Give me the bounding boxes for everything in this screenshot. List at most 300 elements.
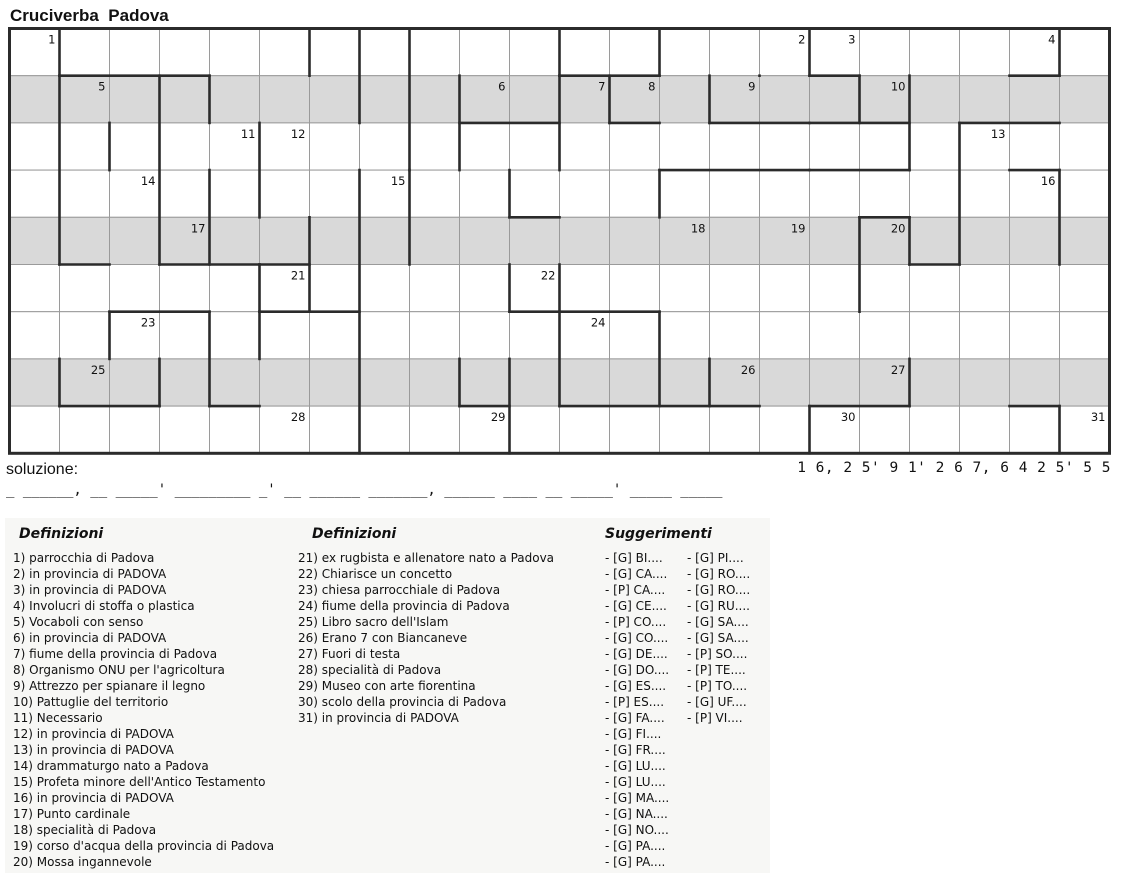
grid-cell[interactable]	[160, 265, 210, 312]
grid-cell[interactable]	[810, 170, 860, 217]
clue-number: 17	[190, 221, 206, 236]
suggestion-item: - [G] LU....	[605, 759, 666, 773]
grid-cell[interactable]	[810, 312, 860, 359]
grid-cell[interactable]	[460, 217, 510, 264]
definition-item	[13, 694, 274, 710]
grid-cell[interactable]	[310, 29, 360, 76]
grid-cell[interactable]	[660, 312, 710, 359]
grid-cell[interactable]	[610, 359, 660, 406]
grid-cell[interactable]	[160, 76, 210, 123]
suggestions-heading: Suggerimenti	[605, 526, 712, 542]
grid-cell[interactable]	[610, 217, 660, 264]
grid-cell[interactable]	[110, 265, 160, 312]
grid-cell[interactable]	[360, 406, 410, 453]
grid-cell[interactable]	[510, 29, 560, 76]
definition-item	[13, 822, 274, 838]
definition-text: in provincia di PADOVA	[29, 567, 167, 581]
grid-cell[interactable]	[1010, 312, 1060, 359]
grid-cell[interactable]	[310, 217, 360, 264]
grid-cell[interactable]	[860, 265, 910, 312]
grid-cell[interactable]	[10, 123, 60, 170]
grid-cell[interactable]	[860, 123, 910, 170]
clue-number: 15	[390, 174, 406, 189]
grid-cell[interactable]	[310, 312, 360, 359]
grid-cell[interactable]	[10, 359, 60, 406]
grid-cell[interactable]	[10, 406, 60, 453]
grid-cell[interactable]	[710, 406, 760, 453]
grid-cell[interactable]	[110, 123, 160, 170]
suggestion-item: - [G] RO....	[687, 567, 751, 581]
grid-cell[interactable]	[1060, 29, 1110, 76]
grid-cell[interactable]	[910, 406, 960, 453]
grid-cell[interactable]	[1010, 406, 1060, 453]
grid-cell[interactable]	[560, 217, 610, 264]
definition-item	[298, 662, 554, 678]
solution-blanks[interactable]: _ ______, __ _____' _________ _' __ ______ _______, ______ ____ __ _____' _____ _____	[6, 482, 723, 498]
grid-cell[interactable]	[360, 123, 410, 170]
definition-item	[13, 710, 274, 726]
definition-item	[298, 598, 554, 614]
definition-number: 24)	[298, 599, 318, 613]
suggestion-item: - [G] CE....	[605, 599, 667, 613]
definition-number: 9)	[13, 679, 26, 693]
clue-number: 5	[98, 79, 106, 94]
definition-number: 11)	[13, 711, 33, 725]
definition-text: in provincia di PADOVA	[321, 711, 459, 725]
grid-cell[interactable]	[760, 265, 810, 312]
grid-cell[interactable]	[810, 217, 860, 264]
definition-number: 17)	[13, 807, 33, 821]
suggestion-item: - [G] SA....	[687, 615, 749, 629]
grid-cell[interactable]	[1060, 312, 1110, 359]
suggestions-list-b	[687, 550, 750, 726]
suggestion-item: - [G] BI....	[605, 551, 663, 565]
suggestion-item: - [G] PA....	[605, 855, 666, 869]
grid-cell[interactable]	[810, 359, 860, 406]
grid-cell[interactable]	[210, 406, 260, 453]
definition-text: Vocaboli con senso	[29, 615, 144, 629]
grid-cell[interactable]	[610, 265, 660, 312]
definition-text: in provincia di PADOVA	[29, 631, 167, 645]
definition-item	[13, 678, 274, 694]
grid-cell[interactable]	[160, 29, 210, 76]
grid-cell[interactable]	[1060, 123, 1110, 170]
grid-cell[interactable]	[910, 76, 960, 123]
grid-cell[interactable]	[710, 265, 760, 312]
clue-number: 26	[740, 362, 756, 377]
grid-cell[interactable]	[960, 406, 1010, 453]
grid-cell[interactable]	[910, 359, 960, 406]
clue-number: 9	[748, 79, 756, 94]
grid-cell[interactable]	[560, 406, 610, 453]
grid-cell[interactable]	[410, 406, 460, 453]
grid-cell[interactable]	[860, 406, 910, 453]
definition-text: Attrezzo per spianare il legno	[29, 679, 206, 693]
crossword-grid[interactable]	[8, 27, 1114, 457]
grid-cell[interactable]	[810, 123, 860, 170]
suggestion-item: - [G] CA....	[605, 567, 668, 581]
definition-item	[13, 614, 274, 630]
grid-cell[interactable]	[910, 312, 960, 359]
suggestion-item: - [P] ES....	[605, 695, 665, 709]
grid-cell[interactable]	[110, 76, 160, 123]
grid-cell[interactable]	[510, 406, 560, 453]
definition-item	[13, 550, 274, 566]
definition-text: Erano 7 con Biancaneve	[321, 631, 468, 645]
grid-cell[interactable]	[10, 76, 60, 123]
definition-number: 25)	[298, 615, 318, 629]
grid-cell[interactable]	[510, 76, 560, 123]
grid-cell[interactable]	[960, 312, 1010, 359]
suggestion-item: - [G] NO....	[605, 823, 669, 837]
definition-text: in provincia di PADOVA	[29, 583, 167, 597]
grid-cell[interactable]	[260, 312, 310, 359]
clue-number: 8	[648, 79, 656, 94]
definition-text: in provincia di PADOVA	[36, 727, 174, 741]
grid-cell[interactable]	[60, 29, 110, 76]
definition-text: chiesa parrocchiale di Padova	[321, 583, 501, 597]
suggestion-item: - [P] VI....	[687, 711, 743, 725]
grid-cell[interactable]	[560, 123, 610, 170]
definition-number: 2)	[13, 567, 26, 581]
grid-cell[interactable]	[660, 359, 710, 406]
definition-item	[298, 550, 554, 566]
grid-cell[interactable]	[560, 265, 610, 312]
definition-number: 10)	[13, 695, 33, 709]
clue-number: 14	[140, 174, 156, 189]
grid-cell[interactable]	[810, 265, 860, 312]
clue-number: 3	[848, 32, 856, 47]
grid-cell[interactable]	[160, 359, 210, 406]
grid-cell[interactable]	[60, 170, 110, 217]
definition-text: ex rugbista e allenatore nato a Padova	[321, 551, 555, 565]
definition-number: 31)	[298, 711, 318, 725]
grid-cell[interactable]	[210, 359, 260, 406]
grid-cell[interactable]	[160, 170, 210, 217]
grid-cell[interactable]	[960, 29, 1010, 76]
grid-cell[interactable]	[510, 359, 560, 406]
definitions-list-left	[13, 550, 274, 870]
grid-cell[interactable]	[910, 29, 960, 76]
definition-number: 19)	[13, 839, 33, 853]
definition-text: in provincia di PADOVA	[36, 743, 174, 757]
grid-cell[interactable]	[410, 76, 460, 123]
grid-cell[interactable]	[260, 359, 310, 406]
definition-item	[13, 566, 274, 582]
grid-cell[interactable]	[10, 217, 60, 264]
suggestion-item: - [G] ES....	[605, 679, 667, 693]
grid-cell[interactable]	[310, 406, 360, 453]
grid-cell[interactable]	[310, 76, 360, 123]
definition-item	[13, 630, 274, 646]
grid-cell[interactable]	[510, 312, 560, 359]
grid-cell[interactable]	[510, 123, 560, 170]
grid-cell[interactable]	[560, 359, 610, 406]
grid-cell[interactable]	[610, 29, 660, 76]
grid-cell[interactable]	[210, 29, 260, 76]
suggestion-item: - [P] SO....	[687, 647, 748, 661]
grid-cell[interactable]	[710, 29, 760, 76]
solution-label: soluzione:	[6, 461, 79, 478]
suggestion-item: - [G] FA....	[605, 711, 665, 725]
grid-cell[interactable]	[410, 170, 460, 217]
definition-number: 7)	[13, 647, 26, 661]
grid-cell[interactable]	[410, 217, 460, 264]
grid-cell[interactable]	[1060, 170, 1110, 217]
grid-cell[interactable]	[360, 76, 410, 123]
grid-cell[interactable]	[660, 123, 710, 170]
grid-cell[interactable]	[910, 265, 960, 312]
grid-cell[interactable]	[960, 265, 1010, 312]
grid-cell[interactable]	[260, 217, 310, 264]
grid-cell[interactable]	[1060, 217, 1110, 264]
grid-cell[interactable]	[760, 123, 810, 170]
suggestion-item: - [P] CO....	[605, 615, 667, 629]
definition-text: fiume della provincia di Padova	[29, 647, 218, 661]
grid-cell[interactable]	[660, 170, 710, 217]
grid-cell[interactable]	[610, 123, 660, 170]
definition-item	[13, 742, 274, 758]
definition-text: drammaturgo nato a Padova	[36, 759, 209, 773]
definition-item	[13, 790, 274, 806]
definition-item	[13, 854, 274, 870]
grid-cell[interactable]	[560, 29, 610, 76]
puzzle-title	[10, 6, 169, 26]
grid-cell[interactable]	[310, 123, 360, 170]
solution-key: 1 6, 2 5' 9 1' 2 6 7, 6 4 2 5' 5 5	[797, 460, 1111, 476]
grid-cell[interactable]	[910, 170, 960, 217]
grid-cell[interactable]	[260, 170, 310, 217]
clue-number: 31	[1090, 410, 1106, 425]
grid-cell[interactable]	[360, 29, 410, 76]
grid-cell[interactable]	[960, 76, 1010, 123]
grid-cell[interactable]	[210, 265, 260, 312]
grid-cell[interactable]	[910, 123, 960, 170]
suggestions-list-a	[605, 550, 669, 870]
clue-number: 16	[1040, 174, 1056, 189]
clue-number: 12	[290, 126, 306, 141]
suggestion-item: - [G] SA....	[687, 631, 749, 645]
suggestion-item: - [G] DE....	[605, 647, 668, 661]
grid-cell[interactable]	[360, 265, 410, 312]
grid-cell[interactable]	[660, 265, 710, 312]
definition-number: 1)	[13, 551, 26, 565]
clue-number: 10	[890, 79, 906, 94]
definition-number: 23)	[298, 583, 318, 597]
definition-item	[13, 758, 274, 774]
definition-text: Libro sacro dell'Islam	[321, 615, 449, 629]
grid-cell[interactable]	[960, 217, 1010, 264]
definition-text: in provincia di PADOVA	[36, 791, 174, 805]
grid-cell[interactable]	[660, 76, 710, 123]
suggestion-item: - [G] PA....	[605, 839, 666, 853]
suggestion-item: - [P] TO....	[687, 679, 748, 693]
grid-cell[interactable]	[110, 406, 160, 453]
definition-number: 5)	[13, 615, 26, 629]
grid-cell[interactable]	[310, 359, 360, 406]
clue-number: 24	[590, 315, 606, 330]
definition-text: Profeta minore dell'Antico Testamento	[36, 775, 266, 789]
definition-item	[298, 694, 554, 710]
suggestion-item: - [G] FR....	[605, 743, 666, 757]
grid-cell[interactable]	[760, 76, 810, 123]
definitions-heading: Definizioni	[312, 526, 397, 542]
grid-cell[interactable]	[410, 359, 460, 406]
grid-cell[interactable]	[310, 265, 360, 312]
definition-item	[298, 710, 554, 726]
definition-number: 12)	[13, 727, 33, 741]
grid-cell[interactable]	[60, 217, 110, 264]
grid-cell[interactable]	[710, 312, 760, 359]
grid-cell[interactable]	[1060, 359, 1110, 406]
definition-text: fiume della provincia di Padova	[321, 599, 510, 613]
definition-number: 30)	[298, 695, 318, 709]
grid-cell[interactable]	[360, 217, 410, 264]
grid-cell[interactable]	[460, 359, 510, 406]
grid-cell[interactable]	[710, 217, 760, 264]
definition-number: 14)	[13, 759, 33, 773]
grid-cell[interactable]	[110, 29, 160, 76]
suggestion-item: - [G] NA....	[605, 807, 668, 821]
grid-cell[interactable]	[560, 170, 610, 217]
grid-cell[interactable]	[510, 217, 560, 264]
grid-cell[interactable]	[460, 265, 510, 312]
grid-cell[interactable]	[210, 312, 260, 359]
suggestion-item: - [G] CO....	[605, 631, 669, 645]
title-city: Padova	[108, 6, 169, 25]
grid-cell[interactable]	[410, 265, 460, 312]
grid-cell[interactable]	[160, 123, 210, 170]
grid-cell[interactable]	[360, 312, 410, 359]
grid-cell[interactable]	[60, 312, 110, 359]
grid-cell[interactable]	[760, 312, 810, 359]
definition-text: Fuori di testa	[321, 647, 401, 661]
clue-number: 2	[798, 32, 806, 47]
definition-text: Mossa ingannevole	[36, 855, 152, 869]
grid-cell[interactable]	[610, 312, 660, 359]
definition-text: Pattuglie del territorio	[36, 695, 169, 709]
grid-cell[interactable]	[460, 29, 510, 76]
grid-cell[interactable]	[10, 312, 60, 359]
grid-cell[interactable]	[1010, 359, 1060, 406]
definition-number: 13)	[13, 743, 33, 757]
grid-cell[interactable]	[210, 217, 260, 264]
grid-cell[interactable]	[110, 359, 160, 406]
definition-text: Chiarisce un concetto	[321, 567, 453, 581]
suggestion-item: - [P] CA....	[605, 583, 666, 597]
definition-item	[298, 646, 554, 662]
grid-cell[interactable]	[860, 312, 910, 359]
definition-number: 8)	[13, 663, 26, 677]
definition-text: parrocchia di Padova	[29, 551, 155, 565]
grid-cell[interactable]	[910, 217, 960, 264]
grid-cell[interactable]	[260, 29, 310, 76]
grid-cell[interactable]	[160, 312, 210, 359]
grid-cell[interactable]	[660, 29, 710, 76]
definition-item	[13, 582, 274, 598]
grid-cell[interactable]	[860, 170, 910, 217]
definition-item	[13, 662, 274, 678]
grid-cell[interactable]	[1010, 76, 1060, 123]
grid-cell[interactable]	[1010, 265, 1060, 312]
grid-cell[interactable]	[210, 170, 260, 217]
clue-number: 27	[890, 362, 906, 377]
definition-number: 29)	[298, 679, 318, 693]
grid-cell[interactable]	[810, 76, 860, 123]
grid-cell[interactable]	[860, 29, 910, 76]
grid-cell[interactable]	[60, 265, 110, 312]
grid-cell[interactable]	[10, 265, 60, 312]
suggestion-item: - [G] FI....	[605, 727, 662, 741]
grid-cell[interactable]	[460, 312, 510, 359]
clue-number: 22	[540, 268, 556, 283]
definition-text: Museo con arte fiorentina	[321, 679, 476, 693]
grid-cell[interactable]	[760, 170, 810, 217]
grid-cell[interactable]	[460, 170, 510, 217]
grid-cell[interactable]	[210, 76, 260, 123]
grid-cell[interactable]	[1010, 217, 1060, 264]
definition-item	[298, 566, 554, 582]
suggestion-item: - [G] MA....	[605, 791, 670, 805]
grid-cell[interactable]	[1060, 76, 1110, 123]
suggestion-item: - [G] PI....	[687, 551, 744, 565]
grid-cell[interactable]	[310, 170, 360, 217]
definition-number: 16)	[13, 791, 33, 805]
grid-cell[interactable]	[610, 170, 660, 217]
grid-cell[interactable]	[260, 76, 310, 123]
grid-cell[interactable]	[110, 217, 160, 264]
definition-text: specialità di Padova	[36, 823, 157, 837]
grid-cell[interactable]	[760, 406, 810, 453]
grid-cell[interactable]	[510, 170, 560, 217]
grid-cell[interactable]	[60, 123, 110, 170]
grid-cell[interactable]	[360, 359, 410, 406]
definition-text: corso d'acqua della provincia di Padova	[36, 839, 275, 853]
grid-cell[interactable]	[10, 170, 60, 217]
grid-cell[interactable]	[760, 359, 810, 406]
grid-cell[interactable]	[960, 170, 1010, 217]
definition-item	[13, 598, 274, 614]
definition-number: 27)	[298, 647, 318, 661]
definitions-heading: Definizioni	[19, 526, 104, 542]
grid-cell[interactable]	[710, 123, 760, 170]
grid-cell[interactable]	[1060, 265, 1110, 312]
grid-cell[interactable]	[660, 406, 710, 453]
definition-item	[13, 774, 274, 790]
definition-item	[13, 726, 274, 742]
grid-cell[interactable]	[60, 406, 110, 453]
grid-cell[interactable]	[410, 29, 460, 76]
grid-cell[interactable]	[1010, 123, 1060, 170]
clue-number: 11	[240, 126, 256, 141]
title-word: Cruciverba	[10, 6, 99, 25]
definition-item	[13, 806, 274, 822]
definition-item	[13, 646, 274, 662]
grid-cell[interactable]	[610, 406, 660, 453]
grid-cell[interactable]	[410, 312, 460, 359]
clue-number: 1	[48, 32, 56, 47]
definition-text: Involucri di stoffa o plastica	[29, 599, 195, 613]
clue-number: 18	[690, 221, 706, 236]
grid-cell[interactable]	[410, 123, 460, 170]
suggestion-item: - [G] UF....	[687, 695, 747, 709]
grid-cell[interactable]	[960, 359, 1010, 406]
definitions-list-mid	[298, 550, 554, 726]
grid-cell[interactable]	[710, 170, 760, 217]
definition-item	[13, 838, 274, 854]
grid-cell[interactable]	[460, 123, 510, 170]
grid-cell[interactable]	[160, 406, 210, 453]
